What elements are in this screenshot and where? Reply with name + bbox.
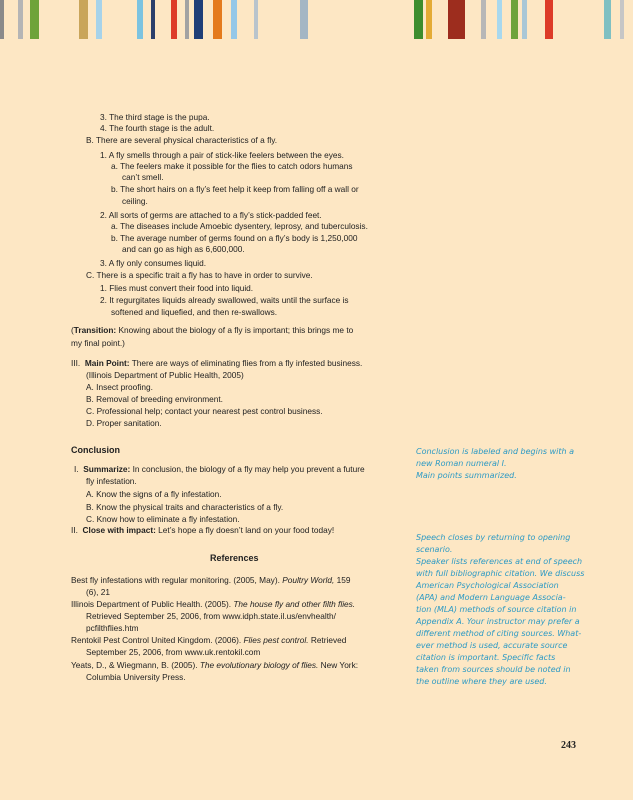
conclusion-point-cont: fly infestation. (86, 476, 137, 486)
summarize-label: Summarize: (83, 464, 131, 474)
reference-entry: Illinois Department of Public Health. (2005). The house fly and other filth flies. (71, 599, 356, 609)
stripe (18, 0, 23, 39)
reference-entry: Rentokil Pest Control United Kingdom. (2006). Flies pest control. Retrieved (71, 635, 347, 645)
stripe (426, 0, 432, 39)
stripe (213, 0, 222, 39)
reference-entry-cont: September 25, 2006, from www.uk.rentokil.com (86, 647, 261, 657)
margin-note: Speech closes by returning to opening (416, 533, 571, 542)
reference-entry-cont: Columbia University Press. (86, 672, 186, 682)
stripe (30, 0, 39, 39)
transition: (Transition: Knowing about the biology of a fly is important; this brings me to (71, 325, 354, 335)
outline-subitem: a. The diseases include Amoebic dysentery, leprosy, and tuberculosis. (111, 221, 368, 231)
conclusion-heading: Conclusion (71, 445, 120, 455)
outline-subitem: a. The feelers make it possible for the flies to catch odors humans (111, 161, 353, 171)
margin-note: ever method is used, accurate source (416, 641, 568, 650)
outline-subitem: b. The short hairs on a fly’s feet help it keep from falling off a wall or (111, 184, 359, 194)
reference-entry-cont: (6), 21 (86, 587, 110, 597)
reference-entry-cont: Retrieved September 25, 2006, from www.idph.state.il.us/envhealth/ (86, 611, 336, 621)
stripe (300, 0, 308, 39)
stripe (448, 0, 465, 39)
outline-subitem: b. The average number of germs found on a fly’s body is 1,250,000 (111, 233, 358, 243)
reference-entry-cont: pcfilthflies.htm (86, 623, 139, 633)
outline-item: 4. The fourth stage is the adult. (100, 123, 215, 133)
margin-note: tion (MLA) methods of source citation in (416, 605, 577, 614)
stripe (185, 0, 189, 39)
outline-item: 1. Flies must convert their food into liquid. (100, 283, 254, 293)
margin-note: citation is important. Specific facts (416, 653, 556, 662)
conclusion-point-ii: II. Close with impact: Let’s hope a fly doesn’t land on your food today! (71, 525, 335, 535)
margin-note: Conclusion is labeled and begins with a (416, 447, 575, 456)
outline-subpoint: C. There is a specific trait a fly has to have in order to survive. (86, 270, 313, 280)
stripe (497, 0, 502, 39)
margin-note: taken from sources should be noted in (416, 665, 571, 674)
margin-note: different method of citing sources. What- (416, 629, 582, 638)
margin-note: with full bibliographic citation. We discuss (416, 569, 585, 578)
margin-note: Main points summarized. (416, 471, 517, 480)
main-point-label: Main Point: (84, 358, 130, 368)
citation: (Illinois Department of Public Health, 2005) (86, 370, 244, 380)
outline-item: 1. A fly smells through a pair of stick-like feelers between the eyes. (100, 150, 344, 160)
references-heading: References (210, 553, 259, 563)
stripe (414, 0, 423, 39)
margin-note: Appendix A. Your instructor may prefer a (416, 617, 580, 626)
reference-entry: Best fly infestations with regular monitoring. (2005, May). Poultry World, 159 (71, 575, 351, 585)
close-with-impact-label: Close with impact: (82, 525, 156, 535)
conclusion-point-i: I. Summarize: In conclusion, the biology of a fly may help you prevent a future (74, 464, 365, 474)
outline-item: 3. The third stage is the pupa. (100, 112, 210, 122)
stripe (0, 0, 4, 39)
outline-item: 2. All sorts of germs are attached to a fly’s stick-padded feet. (100, 210, 322, 220)
stripe (137, 0, 143, 39)
reference-entry: Yeats, D., & Wiegmann, B. (2005). The evolutionary biology of flies. New York: (71, 660, 359, 670)
stripe (620, 0, 624, 39)
transition-cont: my final point.) (71, 338, 125, 348)
outline-subpoint: D. Proper sanitation. (86, 418, 162, 428)
margin-note: American Psychological Association (416, 581, 559, 590)
margin-note: new Roman numeral I. (416, 459, 507, 468)
outline-item-cont: softened and liquefied, and then re-swallows. (111, 307, 278, 317)
color-stripe-banner (0, 0, 633, 39)
outline-subpoint: B. There are several physical characteristics of a fly. (86, 135, 278, 145)
stripe (481, 0, 486, 39)
margin-note: scenario. (416, 545, 453, 554)
stripe (96, 0, 102, 39)
main-point-iii: III. Main Point: There are ways of eliminating flies from a fly infested business. (71, 358, 363, 368)
outline-subpoint: B. Removal of breeding environment. (86, 394, 223, 404)
outline-item: 2. It regurgitates liquids already swallowed, waits until the surface is (100, 295, 349, 305)
stripe (171, 0, 177, 39)
stripe (151, 0, 155, 39)
outline-subpoint: A. Know the signs of a fly infestation. (86, 489, 222, 499)
stripe (522, 0, 527, 39)
outline-subitem-cont: can’t smell. (122, 172, 164, 182)
outline-subitem-cont: ceiling. (122, 196, 148, 206)
outline-item: 3. A fly only consumes liquid. (100, 258, 207, 268)
outline-subitem-cont: and can go as high as 6,600,000. (122, 244, 245, 254)
outline-subpoint: C. Professional help; contact your nearest pest control business. (86, 406, 323, 416)
stripe (511, 0, 518, 39)
stripe (79, 0, 88, 39)
margin-note: (APA) and Modern Language Associa- (416, 593, 566, 602)
margin-note: Speaker lists references at end of speech (416, 557, 583, 566)
outline-subpoint: A. Insect proofing. (86, 382, 153, 392)
outline-subpoint: C. Know how to eliminate a fly infestation. (86, 514, 240, 524)
stripe (231, 0, 237, 39)
transition-label: Transition: (73, 325, 117, 335)
page-number: 243 (561, 740, 576, 751)
outline-subpoint: B. Know the physical traits and characteristics of a fly. (86, 502, 284, 512)
stripe (604, 0, 611, 39)
stripe (545, 0, 553, 39)
stripe (194, 0, 203, 39)
margin-note: the outline where they are used. (416, 677, 547, 686)
stripe (254, 0, 258, 39)
